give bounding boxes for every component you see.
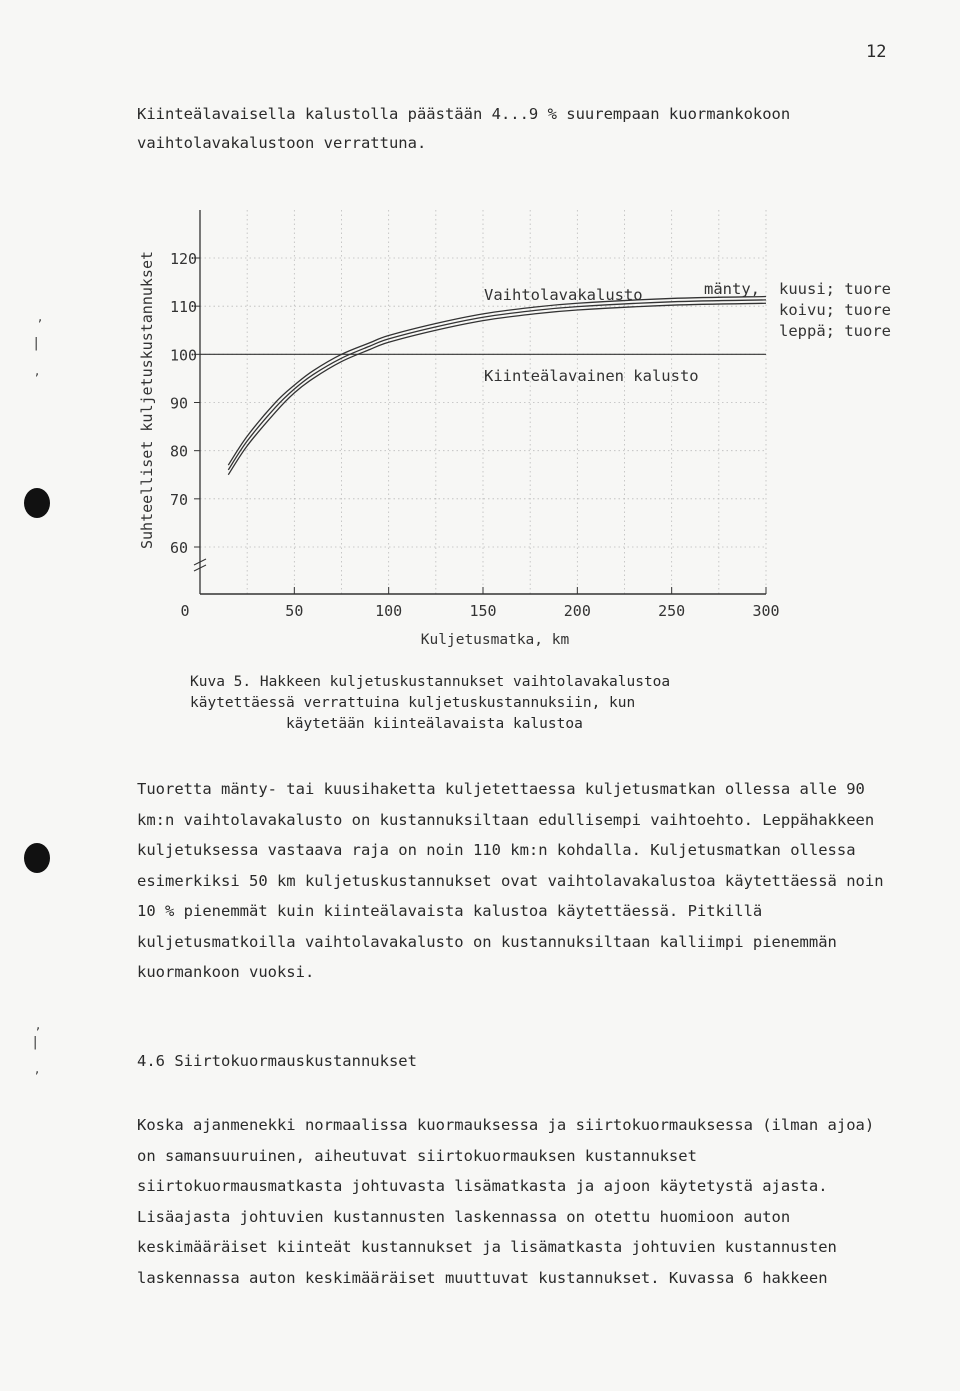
annotation-upper: Vaihtolavakalusto bbox=[484, 286, 643, 304]
x-axis-label: Kuljetusmatka, km bbox=[420, 632, 570, 648]
margin-tick: | bbox=[33, 1035, 38, 1050]
y-tick-label: 110 bbox=[170, 298, 198, 317]
caption-line-3: käytetään kiinteälavaista kalustoa bbox=[286, 716, 583, 732]
intro-paragraph: Kiinteälavaisella kalustolla päästään 4...9 % suurempaan kuormankokoon vaihtolavakalustoon verrattuna. bbox=[137, 105, 791, 152]
body-paragraph-1: Tuoretta mänty- tai kuusihaketta kuljetettaessa kuljetusmatkan ollessa alle 90 km:n vaihtolavakalusto on kustannuksiltaan edullisempi vaihtoehto. Leppähakkeen kuljetuksessa vastaava raja on noin 110 km:n kohdalla. Kuljetusmatkan ollessa esimerkiksi 50 km kuljetuskustannukset ovat vaihtolavakalustoa käytettäessä noin 10 % pienemmät kuin kiinteälavaista kalustoa käytettäessä. Pitkillä kuljetusmatkoilla vaihtolavakalusto on kustannuksiltaan kalliimpi pienemmän kuormankoon vuoksi. bbox=[137, 780, 884, 981]
y-tick-label: 60 bbox=[170, 539, 189, 557]
y-tick-label: 90 bbox=[170, 394, 189, 413]
y-tick-label: 100 bbox=[170, 346, 198, 365]
figure-caption bbox=[190, 672, 670, 735]
x-tick-label: 100 bbox=[375, 602, 403, 620]
binder-hole-top bbox=[24, 488, 50, 518]
body-paragraph-2: Koska ajanmenekki normaalissa kuormauksessa ja siirtokuormauksessa (ilman ajoa) on samansuuruinen, aiheutuvat siirtokuormauksen kustannukset siirtokuormausmatkasta johtuvasta lisämatkasta ja ajoon käytetystä ajasta. Lisäajasta johtuvien kustannusten laskennassa on otettu huomioon auton keskimääräiset kiinteät kustannukset ja lisämatkasta johtuvien kustannusten laskennassa auton keskimääräiset muuttuvat kustannukset. Kuvassa 6 hakkeen bbox=[137, 1116, 875, 1287]
x-tick-label: 200 bbox=[563, 602, 591, 620]
binder-hole-bottom bbox=[24, 843, 50, 873]
chart-axes bbox=[170, 210, 780, 620]
margin-tick: , bbox=[35, 1062, 40, 1077]
series-line-1 bbox=[228, 303, 766, 474]
x-tick-label: 0 bbox=[180, 602, 190, 620]
page-number: 12 bbox=[866, 42, 887, 62]
y-axis-label: Suhteelliset kuljetuskustannukset bbox=[138, 250, 156, 550]
chart-labels bbox=[138, 251, 891, 648]
annotation-lower: Kiinteälavainen kalusto bbox=[484, 367, 699, 385]
x-tick-label: 300 bbox=[752, 602, 780, 620]
caption-line-2: käytettäessä verrattuina kuljetuskustannuksiin, kun bbox=[190, 695, 636, 711]
annotation-species: mänty, bbox=[704, 280, 760, 298]
margin-tick: , bbox=[38, 310, 43, 325]
margin-tick: , bbox=[36, 1018, 41, 1033]
x-tick-label: 50 bbox=[285, 602, 304, 620]
section-heading: 4.6 Siirtokuormauskustannukset bbox=[137, 1052, 417, 1070]
margin-tick: | bbox=[34, 336, 39, 351]
caption-line-1: Kuva 5. Hakkeen kuljetuskustannukset vaihtolavakalustoa bbox=[190, 674, 671, 690]
y-tick-label: 120 bbox=[170, 250, 198, 268]
x-tick-label: 150 bbox=[469, 602, 497, 620]
y-tick-label: 70 bbox=[170, 490, 189, 509]
x-tick-label: 250 bbox=[658, 602, 686, 620]
margin-tick: , bbox=[35, 364, 40, 379]
legend-entry: koivu; tuore bbox=[779, 301, 891, 319]
y-tick-label: 80 bbox=[170, 442, 189, 461]
cost-chart bbox=[0, 0, 960, 660]
legend-entry: leppä; tuore bbox=[779, 322, 891, 340]
legend-entry: kuusi; tuore bbox=[779, 280, 891, 298]
